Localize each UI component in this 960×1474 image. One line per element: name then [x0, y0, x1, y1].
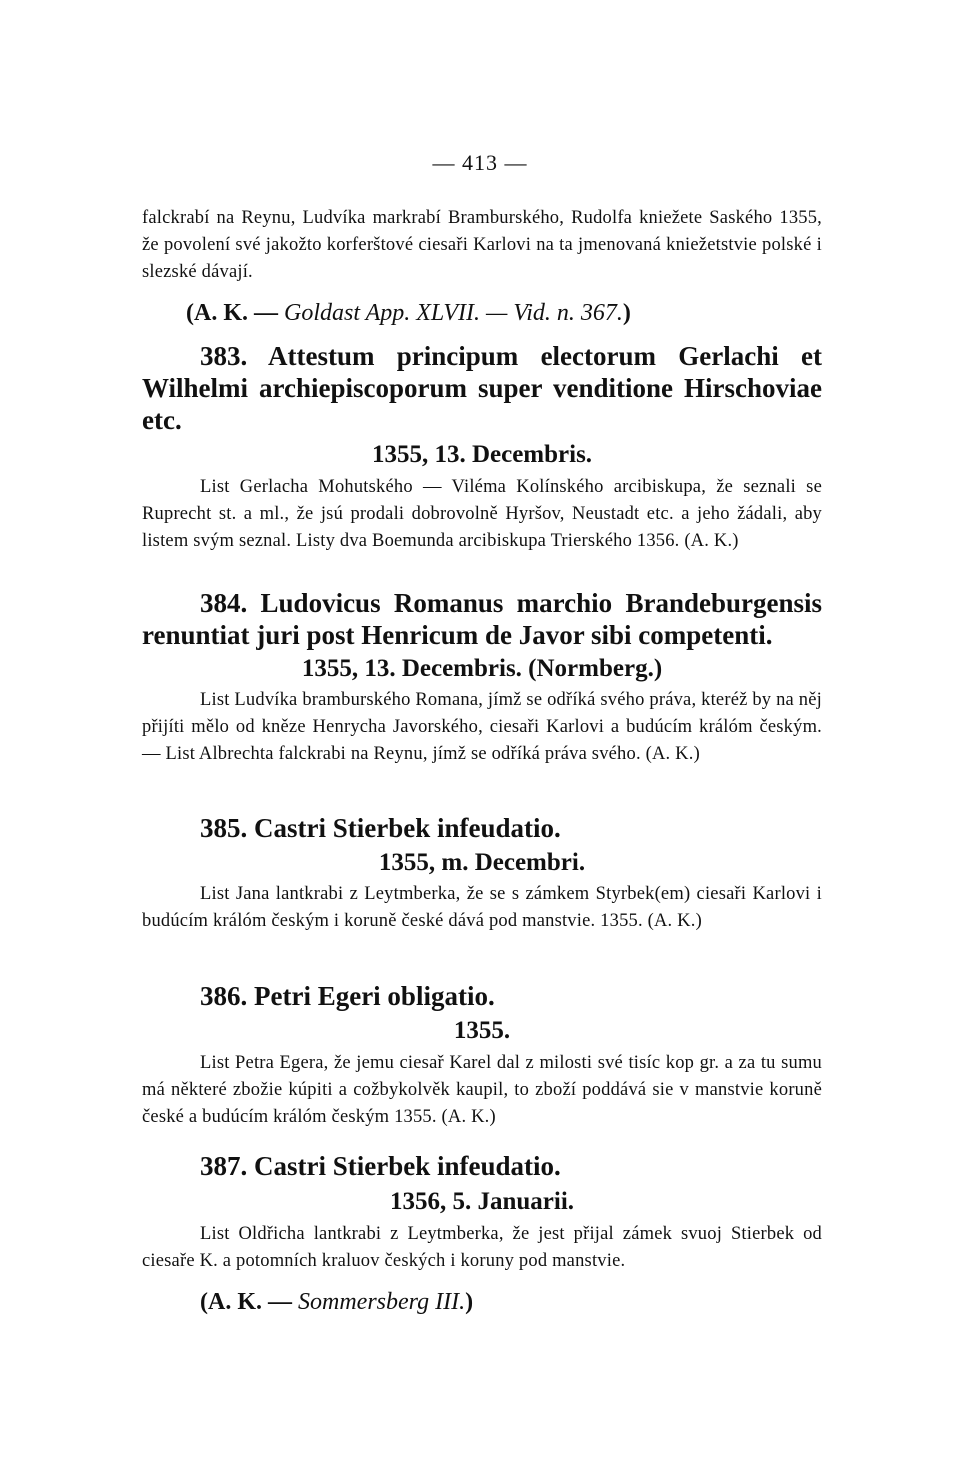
- source-suffix: ): [465, 1289, 474, 1315]
- continuation-text: falckrabí na Reynu, Ludvíka markrabí Bramburského, Rudolfa kniežete Saského 1355, že povolení své jakožto korferštové ciesaři Karlovi na ta jmenovaná kniežetstvie polské i slezské dávají.: [142, 208, 822, 282]
- entry-date: 1355, 13. Decembris. (Normberg.): [301, 655, 663, 682]
- entry-date: 1355, m. Decembri.: [378, 849, 586, 876]
- entry-date: 1356, 5. Januarii.: [389, 1188, 575, 1215]
- source-prefix: (A. K. —: [186, 300, 284, 326]
- entry-heading: 386. Petri Egeri obligatio.: [200, 981, 495, 1011]
- source-reference: Goldast App. XLVII. — Vid. n. 367.: [284, 300, 623, 326]
- entry-text: List Oldřicha lantkrabi z Leytmberka, že jest přijal zámek svuoj Stierbek od ciesaře K. a potomních kraluov českých i koruny pod manstvie.: [142, 1224, 822, 1271]
- entry-source: [200, 1287, 822, 1317]
- entry-384: [142, 587, 822, 768]
- source-prefix: (A. K. —: [200, 1289, 298, 1315]
- entry-text: List Gerlacha Mohutského — Viléma Kolínského arcibiskupa, že seznali se Ruprecht st. a ml., že jsú prodali dobrovolně Hyršov, Neustadt etc. a jeho žádali, aby listem svým seznal. Listy dva Boemunda arcibiskupa Trierského 1356. (A. K.): [142, 477, 822, 551]
- source-suffix: ): [622, 300, 631, 326]
- page-number: — 413 —: [432, 150, 528, 175]
- entry-date: 1355.: [453, 1017, 511, 1044]
- entry-text: List Petra Egera, že jemu ciesař Karel dal z milosti své tisíc kop gr. a za tu sumu má některé zbožie kúpiti a cožbykolvěk kaupil, to zboží poddává sie v manstvie koruně české a budúcím králóm českým 1355. (A. K.): [142, 1053, 822, 1127]
- entry-386: [142, 980, 822, 1131]
- entry-heading: 384. Ludovicus Romanus marchio Brandeburgensis renuntiat juri post Henricum de Javor sibi competenti.: [142, 588, 822, 650]
- entry-383: [142, 340, 822, 555]
- entry-heading: 387. Castri Stierbek infeudatio.: [200, 1151, 561, 1181]
- entry-heading: 385. Castri Stierbek infeudatio.: [200, 813, 561, 843]
- entry-385: [142, 812, 822, 935]
- entry-text: List Ludvíka bramburského Romana, jímž se odříká svého práva, kteréž by na něj přijíti mělo od kněze Henrycha Javorského, ciesaři Karlovi a budúcím králóm českým. — List Albrechta falckrabi na Reynu, jímž se odříká práva svého. (A. K.): [142, 690, 822, 764]
- entry-text: List Jana lantkrabi z Leytmberka, že se s zámkem Styrbek(em) ciesaři Karlovi i budúcím králóm českým i koruně české dává pod manstvie. 1355. (A. K.): [142, 884, 822, 931]
- entry-heading: 383. Attestum principum electorum Gerlachi et Wilhelmi archiepiscoporum super venditione Hirschoviae etc.: [142, 341, 822, 435]
- entry-387: [142, 1150, 822, 1317]
- entry-date: 1355, 13. Decembris.: [371, 441, 593, 468]
- continuation-source: [186, 298, 822, 328]
- source-reference: Sommersberg III.: [298, 1289, 466, 1315]
- continuation-block: [142, 205, 822, 328]
